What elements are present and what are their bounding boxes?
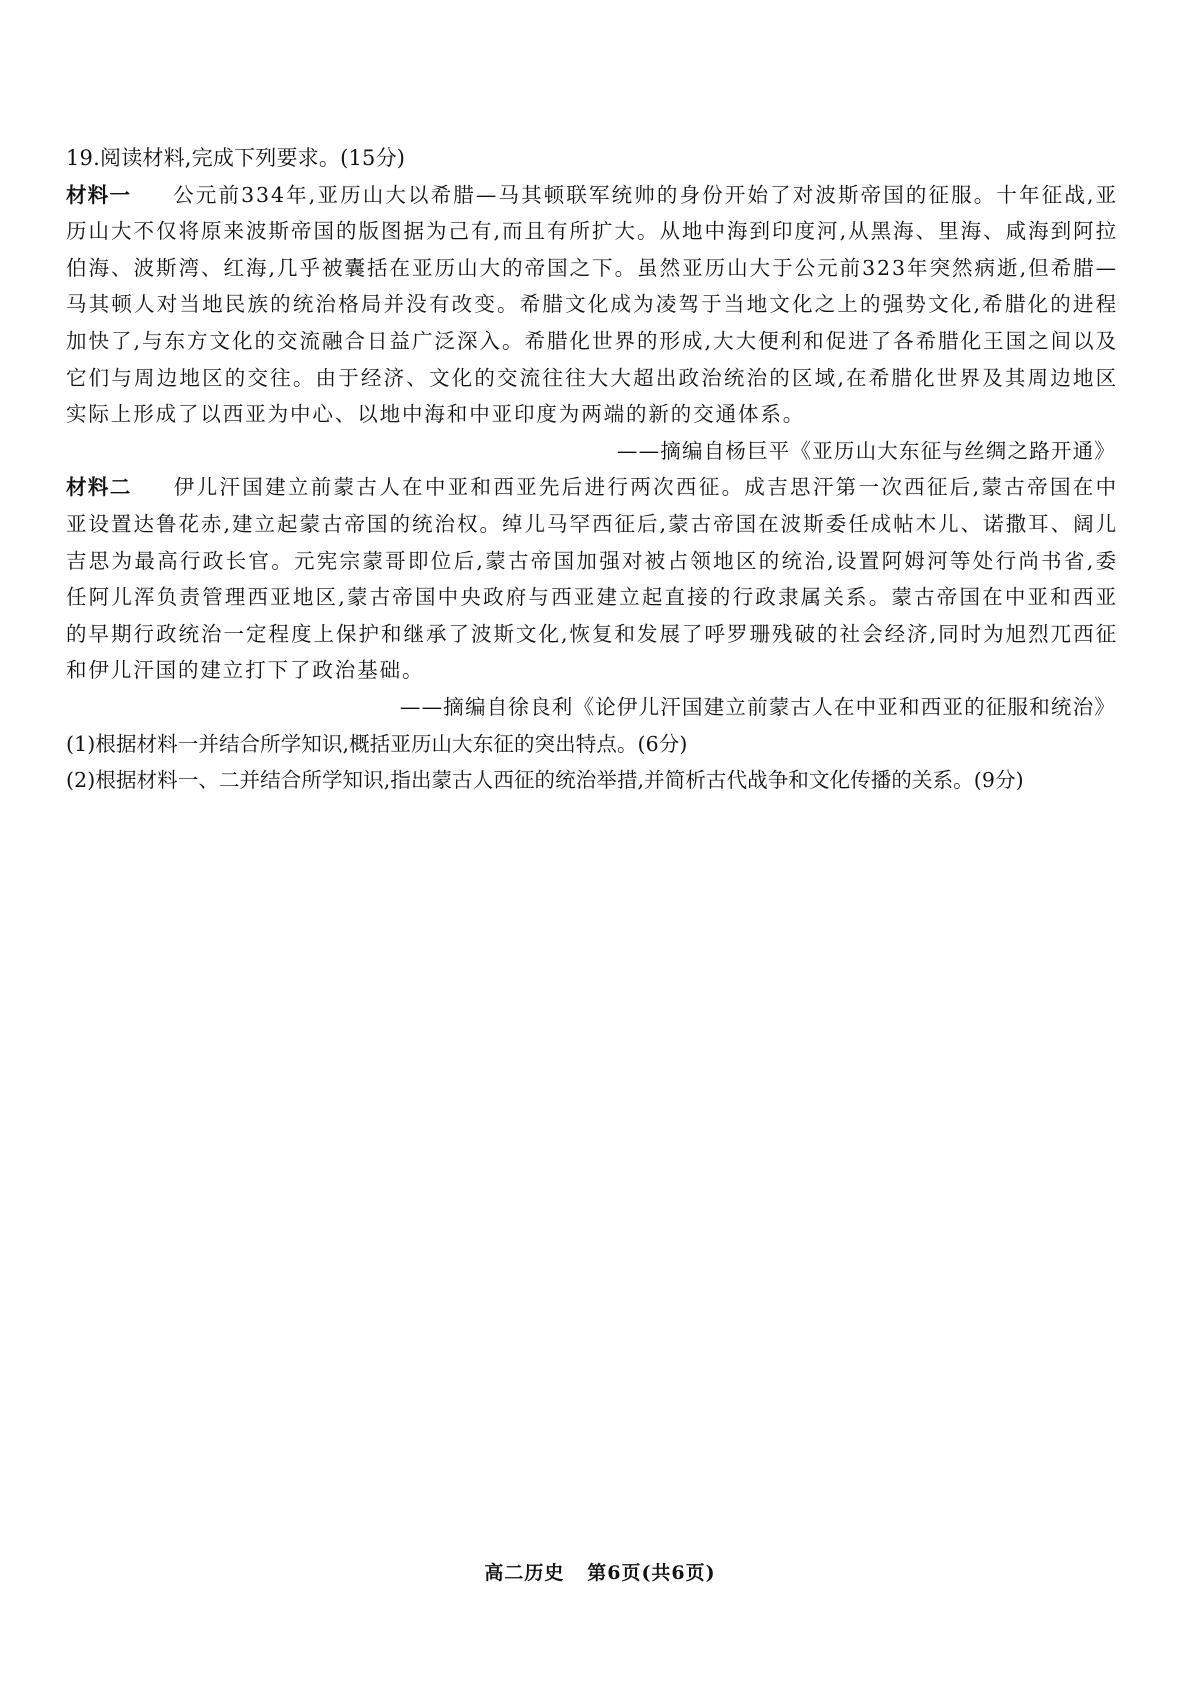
- footer-page-info: 第6页(共6页): [587, 1562, 716, 1584]
- question-title: 19.阅读材料,完成下列要求。(15分): [66, 146, 406, 170]
- sub-question-2: (2)根据材料一、二并结合所学知识,指出蒙古人西征的统治举措,并简析古代战争和文化传播的关系。(9分): [66, 768, 1024, 793]
- material-one-label: 材料一: [66, 182, 132, 207]
- question-block: [66, 140, 1118, 799]
- material-one: [66, 177, 1118, 433]
- material-one-source: ——摘编自杨巨平《亚历山大东征与丝绸之路开通》: [616, 438, 1116, 463]
- material-two-text: 伊儿汗国建立前蒙古人在中亚和西亚先后进行两次西征。成吉思汗第一次西征后,蒙古帝国在中亚设置达鲁花赤,建立起蒙古帝国的统治权。绰儿马罕西征后,蒙古帝国在波斯委任成帖木儿、诺撒耳、阔儿吉思为最高行政长官。元宪宗蒙哥即位后,蒙古帝国加强对被占领地区的统治,设置阿姆河等处行尚书省,委任阿儿浑负责管理西亚地区,蒙古帝国中央政府与西亚建立起直接的行政隶属关系。蒙古帝国在中亚和西亚的早期行政统治一定程度上保护和继承了波斯文化,恢复和发展了呼罗珊残破的社会经济,同时为旭烈兀西征和伊儿汗国的建立打下了政治基础。: [66, 475, 1118, 683]
- footer-subject: 高二历史: [484, 1562, 565, 1584]
- material-two: [66, 469, 1118, 689]
- sub-question-1: (1)根据材料一并结合所学知识,概括亚历山大东征的突出特点。(6分): [66, 731, 688, 756]
- page-footer: [0, 1558, 1200, 1585]
- material-two-label: 材料二: [66, 475, 132, 500]
- material-one-text: 公元前334年,亚历山大以希腊—马其顿联军统帅的身份开始了对波斯帝国的征服。十年征战,亚历山大不仅将原来波斯帝国的版图据为己有,而且有所扩大。从地中海到印度河,从黑海、里海、咸海到阿拉伯海、波斯湾、红海,几乎被囊括在亚历山大的帝国之下。虽然亚历山大于公元前323年突然病逝,但希腊—马其顿人对当地民族的统治格局并没有改变。希腊文化成为凌驾于当地文化之上的强势文化,希腊化的进程加快了,与东方文化的交流融合日益广泛深入。希腊化世界的形成,大大便利和促进了各希腊化王国之间以及它们与周边地区的交往。由于经济、文化的交流往往大大超出政治统治的区域,在希腊化世界及其周边地区实际上形成了以西亚为中心、以地中海和中亚印度为两端的新的交通体系。: [66, 182, 1118, 427]
- material-two-source: ——摘编自徐良利《论伊儿汗国建立前蒙古人在中亚和西亚的征服和统治》: [399, 694, 1116, 719]
